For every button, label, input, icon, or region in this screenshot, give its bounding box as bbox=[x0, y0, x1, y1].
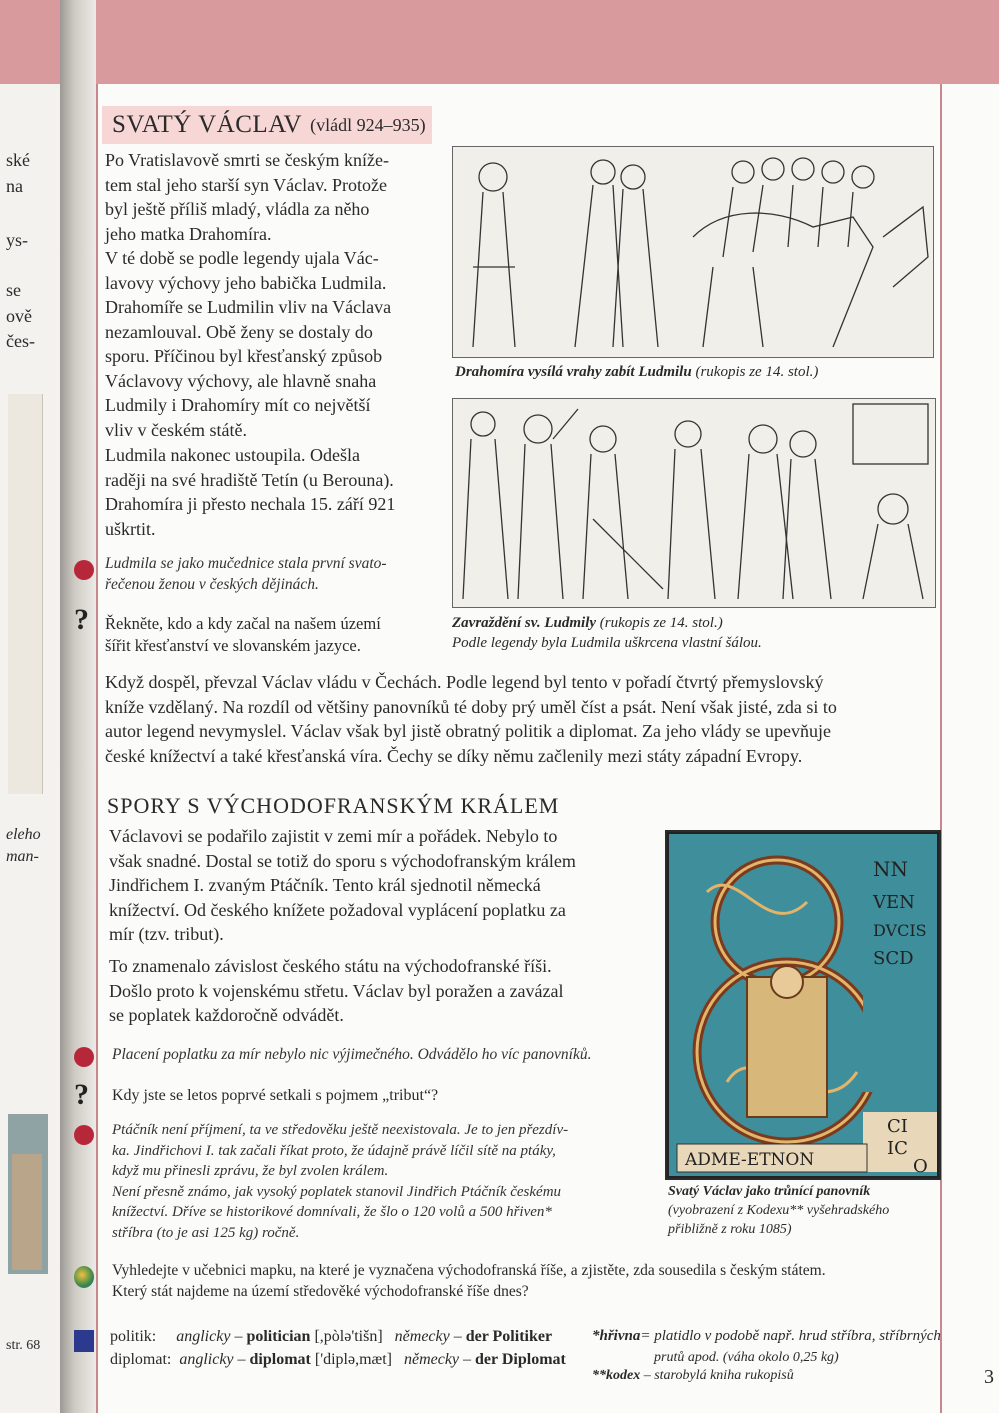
paragraph-wide: Když dospěl, převzal Václav vládu v Čechách. Podle legend byl tento v pořadí čtvrtý přemyslovský kníže vzdělaný. Na rozdíl od většiny panovníků té doby prý uměl číst a psát. Není však jisté, zda si to autor legend nevymyslel. Václav však byl jistě obratný politik a diplomat. Za jeho vlády se upevňuje české knížectví a také křesťanská víra. Čechy se díky němu začlenily mezi státy západní Evropy. bbox=[105, 672, 837, 766]
note: Ptáčník není příjmení, ta ve středověku ještě neexistovala. Je to jen přezdív- ka. Jindřichovi I. tak začali říkat proto, že údajně právě líčil sítě na ptáky, když mu přinesli zprávu, že byl zvolen králem. Není přesně známo, jak vysoký poplatek stanovil Jindřich Ptáčník českému knížectví. Dříve se historikové domnívali, že šlo o 120 volů a 500 hřiven* stříbra (to je asi 125 kg) ročně. bbox=[112, 1122, 569, 1241]
left-caption-fragment: man- bbox=[6, 848, 39, 865]
paragraph: To znamenalo závislost českého státu na východofranské říši. Došlo proto k vojenskému střetu. Václav byl poražen a zavázal se poplatek každoročně odvádět. bbox=[109, 956, 564, 1025]
page-number: 3 bbox=[984, 1366, 994, 1388]
inscription: DVCIS bbox=[873, 921, 927, 940]
vocab-row: politik: anglicky – politician [,pòlə'tišn] německy – der Politiker bbox=[110, 1328, 553, 1345]
note-marker-icon bbox=[74, 1047, 94, 1067]
left-page-sketch bbox=[8, 394, 43, 794]
left-caption-fragment: eleho bbox=[6, 826, 41, 843]
left-fragment: čes- bbox=[6, 331, 35, 351]
left-page-ref: str. 68 bbox=[6, 1338, 41, 1353]
question: Řekněte, kdo a kdy začal na našem území šířit křesťanství ve slovanském jazyce. bbox=[105, 614, 381, 655]
inscription: VEN bbox=[873, 892, 915, 913]
dictionary-icon bbox=[74, 1330, 94, 1352]
inscription: ADME-ETNON bbox=[685, 1150, 815, 1170]
paragraph: V té době se podle legendy ujala Vác- lavovy výchovy jeho babička Ludmila. Drahomíře se Ludmilin vliv na Václava nezamlouval. Obě ženy se dostaly do sporu. Příčinou byl křesťanský způsob Václavovy výchovy, ale hlavně snaha Ludmily i Drahomíry mít co největší vliv v českém státě. bbox=[105, 248, 392, 440]
figure-caption: Zavraždění sv. Ludmily (rukopis ze 14. stol.) Podle legendy byla Ludmila uškrcena vlastní šálou. bbox=[452, 615, 762, 651]
book-gutter bbox=[60, 0, 96, 1413]
inscription: O bbox=[913, 1156, 928, 1177]
inscription: CI bbox=[887, 1116, 908, 1137]
task: Vyhledejte v učebnici mapku, na které je vyznačena východofranská říše, a zjistěte, zda sousedila s českým státem. Který stát najdeme na území středověké východofranské říše dnes? bbox=[112, 1262, 826, 1300]
task-globe-icon bbox=[74, 1266, 94, 1288]
note: Ludmila se jako mučednice stala první svato- řečenou ženou v českých dějinách. bbox=[105, 555, 387, 593]
note-marker-icon bbox=[74, 1125, 94, 1145]
inscription: IC bbox=[887, 1138, 908, 1159]
left-fragment: ys- bbox=[6, 230, 28, 250]
note: Placení poplatku za mír nebylo nic výjimečného. Odvádělo ho víc panovníků. bbox=[112, 1046, 592, 1063]
footnote-hrivna-cont: prutů apod. (váha okolo 0,25 kg) bbox=[654, 1350, 839, 1365]
figure-caption: Svatý Václav jako trůnící panovník (vyobrazení z Kodexu** vyšehradského přibližně z roku 1085) bbox=[668, 1184, 890, 1237]
heading-reign: (vládl 924–935) bbox=[310, 114, 426, 135]
left-page-edge bbox=[0, 84, 60, 1413]
left-fragment: ské bbox=[6, 150, 30, 170]
left-fragment: ově bbox=[6, 306, 32, 326]
left-fragment: na bbox=[6, 176, 23, 196]
paragraph: Po Vratislavově smrti se českým kníže- tem stal jeho starší syn Václav. Protože byl ještě příliš mladý, vládla za něho jeho matka Drahomíra. bbox=[105, 150, 390, 244]
inscription: NN bbox=[873, 857, 908, 881]
header-band bbox=[0, 0, 999, 84]
manuscript-illustration-drahomira bbox=[452, 146, 934, 358]
section-heading-svaty-vaclav bbox=[102, 106, 432, 144]
manuscript-illustration-ludmila bbox=[452, 398, 936, 608]
vocab-row: diplomat: anglicky – diplomat ['diplə,mæt] německy – der Diplomat bbox=[110, 1351, 566, 1368]
frame-line-left bbox=[96, 84, 98, 1413]
footnote-kodex: **kodex – starobylá kniha rukopisů bbox=[592, 1368, 794, 1383]
footnote-hrivna: *hřivna= platidlo v podobě např. hrud stříbra, stříbrných bbox=[592, 1328, 941, 1344]
inscription: SCD bbox=[873, 948, 914, 969]
figure-caption: Drahomíra vysílá vrahy zabít Ludmilu (rukopis ze 14. stol.) bbox=[455, 364, 819, 380]
question-marker-icon: ? bbox=[74, 1078, 89, 1111]
question-marker-icon: ? bbox=[74, 603, 89, 636]
heading-title: SVATÝ VÁCLAV bbox=[112, 111, 303, 138]
note-marker-icon bbox=[74, 560, 94, 580]
left-page-photo bbox=[8, 1114, 48, 1274]
codex-illumination-saint-wenceslas bbox=[665, 830, 941, 1180]
paragraph: Ludmila nakonec ustoupila. Odešla raději na své hradiště Tetín (u Berouna). Drahomíra ji přesto nechala 15. září 921 uškrtit. bbox=[105, 445, 396, 539]
section-heading-spory: SPORY S VÝCHODOFRANSKÝM KRÁLEM bbox=[107, 793, 560, 818]
question: Kdy jste se letos poprvé setkali s pojmem „tribut“? bbox=[112, 1087, 439, 1104]
left-fragment: se bbox=[6, 280, 21, 300]
paragraph: Václavovi se podařilo zajistit v zemi mír a pořádek. Nebylo to však snadné. Dostal se totiž do sporu s východofranským králem Jindřichem I. zvaným Ptáčník. Tento král sjednotil německá knížectví. Od českého knížete požadoval vyplácení poplatku za mír (tzv. tribut). bbox=[109, 826, 576, 944]
